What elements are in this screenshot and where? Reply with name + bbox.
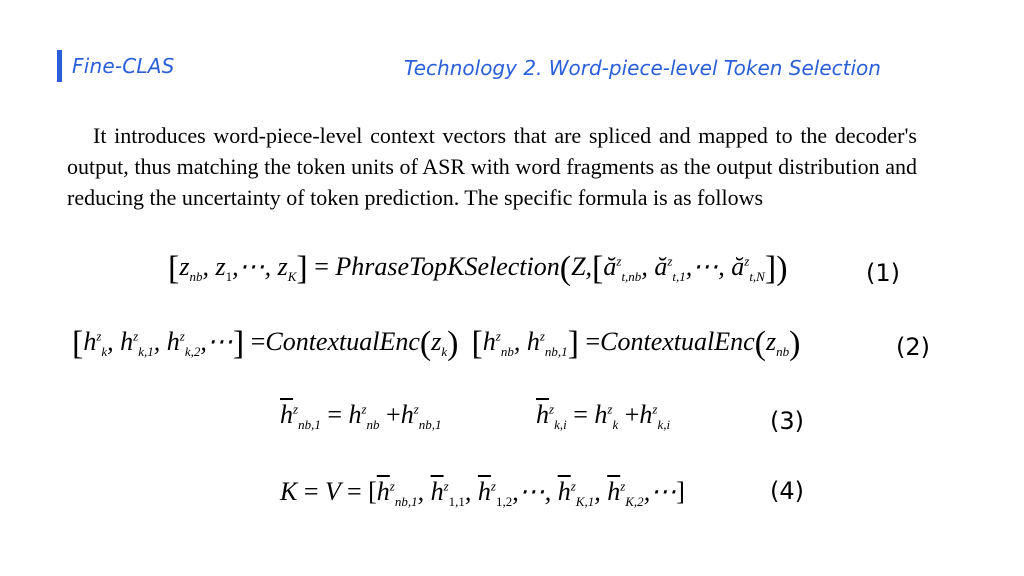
accent-bar [57,50,62,82]
function-contextual-enc-1: ContextualEnc [265,327,420,356]
equation-number-3: (3) [770,407,804,435]
equation-number-1: (1) [866,259,900,287]
equation-1: [$z_{nb}$, $z_1,\cdots$, $z_K$] = PhraseTopKSelection(Z,[ă$^z_{t,nb}$, ă$^z_{t,1}$,⋯, ă$^z_{t,N}$]) [168,250,788,287]
body-paragraph: It introduces word-piece-level context vectors that are spliced and mapped to the decoder's output, thus matching the token units of ASR with word fragments as the output distribution and reducing the uncertainty of token prediction. The specific formula is as follows [67,123,917,210]
equation-2: [$h^z_k$, $h^z_{k,1}$, $h^z_{k,2},\cdots$] $=ContextualEnc(z_k)$ [$h^z_{nb}$, $h^z_{nb,1}$] $=ContextualEnc(z_{nb})$ [72,325,801,362]
function-contextual-enc-2: ContextualEnc [600,327,755,356]
equation-3b: $\overline{h}^z_{k,i} = h^z_k +h^z_{k,i}$ [536,400,671,433]
equation-number-2: (2) [896,333,930,361]
brand-label: Fine-CLAS [72,54,175,78]
equation-3a: $\overline{h}^z_{nb,1} = h^z_{nb} +h^z_{nb,1}$ [280,400,442,433]
equation-4: $K = V = [\overline{h}^z_{nb,1}$, $\overline{h}^z_{1,1}$, $\overline{h}^z_{1,2},\cdots$, $\overline{h}^z_{K,1}$, $\overline{h}^z_{K,2},\cdots$] [280,477,685,510]
function-phrase-topk: PhraseTopKSelection [335,252,560,281]
section-title: Technology 2. Word-piece-level Token Selection [404,56,881,80]
equation-number-4: (4) [770,477,804,505]
